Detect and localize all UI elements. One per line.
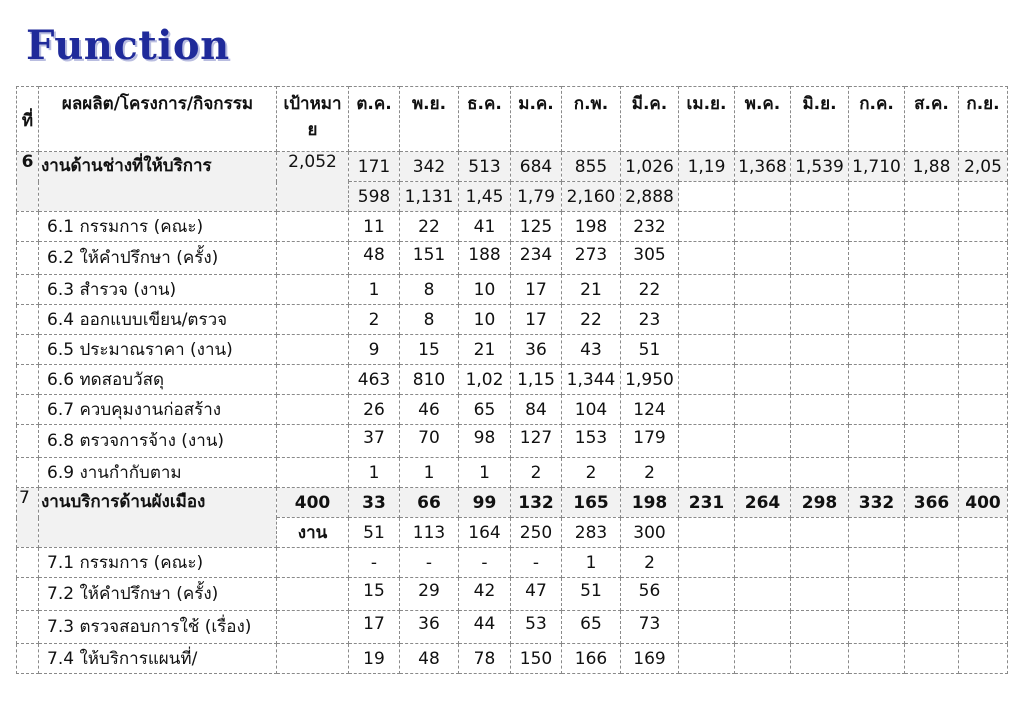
month-value: 305 — [621, 242, 679, 275]
plan-value: 855 — [562, 152, 621, 182]
empty-cell — [679, 644, 735, 674]
month-value: 70 — [400, 425, 459, 458]
month-value: 1,02 — [459, 365, 511, 395]
empty-cell — [905, 458, 959, 488]
result-value: 1,131 — [400, 182, 459, 212]
month-value: 98 — [459, 425, 511, 458]
month-value: 19 — [349, 644, 400, 674]
header-target: เป้าหมาย — [277, 87, 349, 152]
section-target-unit: งาน — [277, 518, 349, 548]
month-value: 22 — [621, 275, 679, 305]
empty-cell — [735, 305, 791, 335]
empty-cell — [17, 365, 39, 395]
empty-cell — [791, 275, 849, 305]
result-value: 283 — [562, 518, 621, 548]
plan-value: 1,19 — [679, 152, 735, 182]
plan-value: 33 — [349, 488, 400, 518]
header-month: ต.ค. — [349, 87, 400, 152]
empty-cell — [679, 458, 735, 488]
item-name: 6.2 ให้คำปรึกษา (ครั้ง) — [39, 242, 277, 275]
month-value: 22 — [562, 305, 621, 335]
result-value: 1,79 — [511, 182, 562, 212]
empty-cell — [735, 548, 791, 578]
month-value: 463 — [349, 365, 400, 395]
section6-plan-row — [17, 152, 1008, 182]
empty-cell — [905, 365, 959, 395]
month-value: - — [459, 548, 511, 578]
month-value: 153 — [562, 425, 621, 458]
month-value: 179 — [621, 425, 679, 458]
plan-value: 1,710 — [849, 152, 905, 182]
table-row — [17, 578, 1008, 611]
result-value: 2,888 — [621, 182, 679, 212]
empty-cell — [791, 242, 849, 275]
empty-cell — [849, 212, 905, 242]
empty-cell — [277, 395, 349, 425]
header-no: ที่ — [17, 87, 39, 152]
month-value: 36 — [400, 611, 459, 644]
month-value: 51 — [562, 578, 621, 611]
month-value: 15 — [349, 578, 400, 611]
month-value: 47 — [511, 578, 562, 611]
empty-cell — [679, 518, 735, 548]
empty-cell — [791, 365, 849, 395]
empty-cell — [791, 182, 849, 212]
month-value: 65 — [562, 611, 621, 644]
empty-cell — [679, 425, 735, 458]
header-month: ม.ค. — [511, 87, 562, 152]
empty-cell — [959, 518, 1008, 548]
header-month: ก.พ. — [562, 87, 621, 152]
empty-cell — [849, 305, 905, 335]
item-name: 6.1 กรรมการ (คณะ) — [39, 212, 277, 242]
month-value: 104 — [562, 395, 621, 425]
empty-cell — [905, 335, 959, 365]
month-value: - — [400, 548, 459, 578]
month-value: 2 — [621, 458, 679, 488]
item-name: 7.1 กรรมการ (คณะ) — [39, 548, 277, 578]
empty-cell — [277, 458, 349, 488]
month-value: 198 — [562, 212, 621, 242]
empty-cell — [17, 458, 39, 488]
empty-cell — [791, 644, 849, 674]
month-value: 10 — [459, 275, 511, 305]
month-value: 26 — [349, 395, 400, 425]
plan-value: 366 — [905, 488, 959, 518]
month-value: 10 — [459, 305, 511, 335]
empty-cell — [277, 578, 349, 611]
empty-cell — [959, 548, 1008, 578]
empty-cell — [959, 425, 1008, 458]
result-value: 250 — [511, 518, 562, 548]
month-value: 53 — [511, 611, 562, 644]
table-row — [17, 335, 1008, 365]
empty-cell — [17, 548, 39, 578]
empty-cell — [791, 212, 849, 242]
month-value: 169 — [621, 644, 679, 674]
empty-cell — [679, 305, 735, 335]
header-item: ผลผลิต/โครงการ/กิจกรรม — [39, 87, 277, 152]
month-value: 2 — [621, 548, 679, 578]
month-value: 43 — [562, 335, 621, 365]
item-name: 6.4 ออกแบบเขียน/ตรวจ — [39, 305, 277, 335]
empty-cell — [959, 611, 1008, 644]
header-month: มี.ค. — [621, 87, 679, 152]
empty-cell — [679, 335, 735, 365]
month-value: 8 — [400, 305, 459, 335]
month-value: 150 — [511, 644, 562, 674]
month-value: 36 — [511, 335, 562, 365]
month-value: 273 — [562, 242, 621, 275]
month-value: 8 — [400, 275, 459, 305]
month-value: 1 — [349, 458, 400, 488]
empty-cell — [17, 644, 39, 674]
empty-cell — [735, 611, 791, 644]
section-name: งานบริการด้านผังเมือง — [39, 488, 277, 548]
month-value: 37 — [349, 425, 400, 458]
table-row — [17, 458, 1008, 488]
plan-value: 332 — [849, 488, 905, 518]
empty-cell — [791, 395, 849, 425]
empty-cell — [17, 212, 39, 242]
empty-cell — [905, 212, 959, 242]
empty-cell — [679, 395, 735, 425]
empty-cell — [905, 425, 959, 458]
table-row — [17, 395, 1008, 425]
plan-value: 1,88 — [905, 152, 959, 182]
empty-cell — [959, 305, 1008, 335]
header-month: ก.ค. — [849, 87, 905, 152]
month-value: 232 — [621, 212, 679, 242]
month-value: 84 — [511, 395, 562, 425]
month-value: 78 — [459, 644, 511, 674]
empty-cell — [277, 335, 349, 365]
empty-cell — [735, 182, 791, 212]
empty-cell — [277, 425, 349, 458]
empty-cell — [905, 395, 959, 425]
month-value: 124 — [621, 395, 679, 425]
month-value: 51 — [621, 335, 679, 365]
empty-cell — [849, 182, 905, 212]
empty-cell — [849, 644, 905, 674]
result-value: 51 — [349, 518, 400, 548]
empty-cell — [959, 578, 1008, 611]
month-value: 23 — [621, 305, 679, 335]
month-value: 1,344 — [562, 365, 621, 395]
empty-cell — [679, 275, 735, 305]
month-value: 1 — [459, 458, 511, 488]
empty-cell — [959, 395, 1008, 425]
empty-cell — [17, 242, 39, 275]
month-value: 1 — [349, 275, 400, 305]
item-name: 6.3 สำรวจ (งาน) — [39, 275, 277, 305]
header-month: ก.ย. — [959, 87, 1008, 152]
month-value: 29 — [400, 578, 459, 611]
empty-cell — [849, 611, 905, 644]
empty-cell — [791, 578, 849, 611]
empty-cell — [849, 548, 905, 578]
empty-cell — [679, 182, 735, 212]
empty-cell — [849, 335, 905, 365]
empty-cell — [959, 242, 1008, 275]
item-name: 6.5 ประมาณราคา (งาน) — [39, 335, 277, 365]
plan-value: 342 — [400, 152, 459, 182]
empty-cell — [17, 395, 39, 425]
item-name: 6.9 งานกำกับตาม — [39, 458, 277, 488]
month-value: 1 — [562, 548, 621, 578]
empty-cell — [849, 365, 905, 395]
table-row — [17, 425, 1008, 458]
month-value: 17 — [511, 275, 562, 305]
month-value: 22 — [400, 212, 459, 242]
empty-cell — [791, 611, 849, 644]
performance-table — [16, 86, 1008, 674]
empty-cell — [905, 518, 959, 548]
section6-subrows — [17, 212, 1008, 488]
section-target: 2,052 — [277, 152, 349, 212]
empty-cell — [905, 182, 959, 212]
item-name: 6.6 ทดสอบวัสดุ — [39, 365, 277, 395]
empty-cell — [791, 305, 849, 335]
empty-cell — [849, 578, 905, 611]
month-value: 41 — [459, 212, 511, 242]
header-month: พ.ย. — [400, 87, 459, 152]
plan-value: 99 — [459, 488, 511, 518]
empty-cell — [679, 212, 735, 242]
empty-cell — [277, 548, 349, 578]
month-value: 234 — [511, 242, 562, 275]
result-value: 164 — [459, 518, 511, 548]
month-value: 46 — [400, 395, 459, 425]
empty-cell — [679, 242, 735, 275]
empty-cell — [735, 644, 791, 674]
month-value: 810 — [400, 365, 459, 395]
plan-value: 400 — [959, 488, 1008, 518]
month-value: 48 — [349, 242, 400, 275]
empty-cell — [849, 458, 905, 488]
item-name: 6.7 ควบคุมงานก่อสร้าง — [39, 395, 277, 425]
month-value: 42 — [459, 578, 511, 611]
empty-cell — [679, 578, 735, 611]
plan-value: 132 — [511, 488, 562, 518]
empty-cell — [791, 458, 849, 488]
month-value: 56 — [621, 578, 679, 611]
empty-cell — [735, 518, 791, 548]
empty-cell — [959, 212, 1008, 242]
month-value: - — [511, 548, 562, 578]
table-row — [17, 212, 1008, 242]
section-name: งานด้านช่างที่ให้บริการ — [39, 152, 277, 212]
month-value: 166 — [562, 644, 621, 674]
plan-value: 513 — [459, 152, 511, 182]
month-value: 21 — [562, 275, 621, 305]
empty-cell — [849, 395, 905, 425]
empty-cell — [735, 242, 791, 275]
month-value: 9 — [349, 335, 400, 365]
empty-cell — [735, 395, 791, 425]
empty-cell — [735, 275, 791, 305]
plan-value: 684 — [511, 152, 562, 182]
month-value: 2 — [511, 458, 562, 488]
plan-value: 66 — [400, 488, 459, 518]
empty-cell — [905, 275, 959, 305]
empty-cell — [791, 425, 849, 458]
empty-cell — [905, 305, 959, 335]
empty-cell — [17, 305, 39, 335]
header-month: เม.ย. — [679, 87, 735, 152]
header-month: พ.ค. — [735, 87, 791, 152]
month-value: 17 — [511, 305, 562, 335]
section-number: 6 — [17, 152, 39, 212]
result-value: 598 — [349, 182, 400, 212]
empty-cell — [849, 275, 905, 305]
plan-value: 231 — [679, 488, 735, 518]
empty-cell — [849, 425, 905, 458]
item-name: 7.2 ให้คำปรึกษา (ครั้ง) — [39, 578, 277, 611]
empty-cell — [17, 425, 39, 458]
month-value: 1,15 — [511, 365, 562, 395]
empty-cell — [277, 212, 349, 242]
table-row — [17, 644, 1008, 674]
empty-cell — [791, 548, 849, 578]
empty-cell — [791, 518, 849, 548]
result-value: 2,160 — [562, 182, 621, 212]
month-value: 21 — [459, 335, 511, 365]
month-value: 1,950 — [621, 365, 679, 395]
empty-cell — [735, 365, 791, 395]
empty-cell — [959, 365, 1008, 395]
empty-cell — [905, 611, 959, 644]
empty-cell — [959, 275, 1008, 305]
month-value: 2 — [562, 458, 621, 488]
plan-value: 198 — [621, 488, 679, 518]
empty-cell — [17, 578, 39, 611]
result-value: 300 — [621, 518, 679, 548]
empty-cell — [679, 365, 735, 395]
section-number: 7 — [17, 488, 39, 548]
month-value: 127 — [511, 425, 562, 458]
empty-cell — [905, 548, 959, 578]
empty-cell — [905, 242, 959, 275]
empty-cell — [959, 335, 1008, 365]
empty-cell — [735, 212, 791, 242]
empty-cell — [905, 644, 959, 674]
header-month: มิ.ย. — [791, 87, 849, 152]
month-value: 125 — [511, 212, 562, 242]
empty-cell — [277, 611, 349, 644]
empty-cell — [735, 458, 791, 488]
empty-cell — [959, 458, 1008, 488]
month-value: 65 — [459, 395, 511, 425]
empty-cell — [735, 335, 791, 365]
empty-cell — [679, 611, 735, 644]
month-value: 15 — [400, 335, 459, 365]
empty-cell — [277, 242, 349, 275]
empty-cell — [17, 275, 39, 305]
empty-cell — [735, 425, 791, 458]
month-value: 17 — [349, 611, 400, 644]
plan-value: 1,368 — [735, 152, 791, 182]
month-value: 151 — [400, 242, 459, 275]
table-row — [17, 275, 1008, 305]
table-row — [17, 242, 1008, 275]
plan-value: 2,05 — [959, 152, 1008, 182]
item-name: 6.8 ตรวจการจ้าง (งาน) — [39, 425, 277, 458]
item-name: 7.3 ตรวจสอบการใช้ (เรื่อง) — [39, 611, 277, 644]
empty-cell — [849, 242, 905, 275]
header-month: ธ.ค. — [459, 87, 511, 152]
page-title: Function — [26, 22, 230, 69]
plan-value: 1,539 — [791, 152, 849, 182]
plan-value: 264 — [735, 488, 791, 518]
month-value: 48 — [400, 644, 459, 674]
empty-cell — [277, 644, 349, 674]
month-value: 1 — [400, 458, 459, 488]
month-value: 188 — [459, 242, 511, 275]
plan-value: 165 — [562, 488, 621, 518]
header-month: ส.ค. — [905, 87, 959, 152]
plan-value: 171 — [349, 152, 400, 182]
month-value: 11 — [349, 212, 400, 242]
empty-cell — [679, 548, 735, 578]
table-row — [17, 365, 1008, 395]
empty-cell — [791, 335, 849, 365]
empty-cell — [17, 335, 39, 365]
plan-value: 1,026 — [621, 152, 679, 182]
month-value: - — [349, 548, 400, 578]
empty-cell — [849, 518, 905, 548]
table-row — [17, 305, 1008, 335]
section-target-value: 400 — [277, 488, 349, 518]
result-value: 113 — [400, 518, 459, 548]
empty-cell — [277, 305, 349, 335]
empty-cell — [959, 644, 1008, 674]
table-row — [17, 611, 1008, 644]
section7-plan-row — [17, 488, 1008, 518]
item-name: 7.4 ให้บริการแผนที่/ — [39, 644, 277, 674]
empty-cell — [277, 365, 349, 395]
header-row — [17, 87, 1008, 152]
empty-cell — [735, 578, 791, 611]
month-value: 44 — [459, 611, 511, 644]
empty-cell — [959, 182, 1008, 212]
table-row — [17, 548, 1008, 578]
empty-cell — [277, 275, 349, 305]
section7-subrows — [17, 548, 1008, 674]
empty-cell — [17, 611, 39, 644]
month-value: 73 — [621, 611, 679, 644]
month-value: 2 — [349, 305, 400, 335]
empty-cell — [905, 578, 959, 611]
plan-value: 298 — [791, 488, 849, 518]
result-value: 1,45 — [459, 182, 511, 212]
